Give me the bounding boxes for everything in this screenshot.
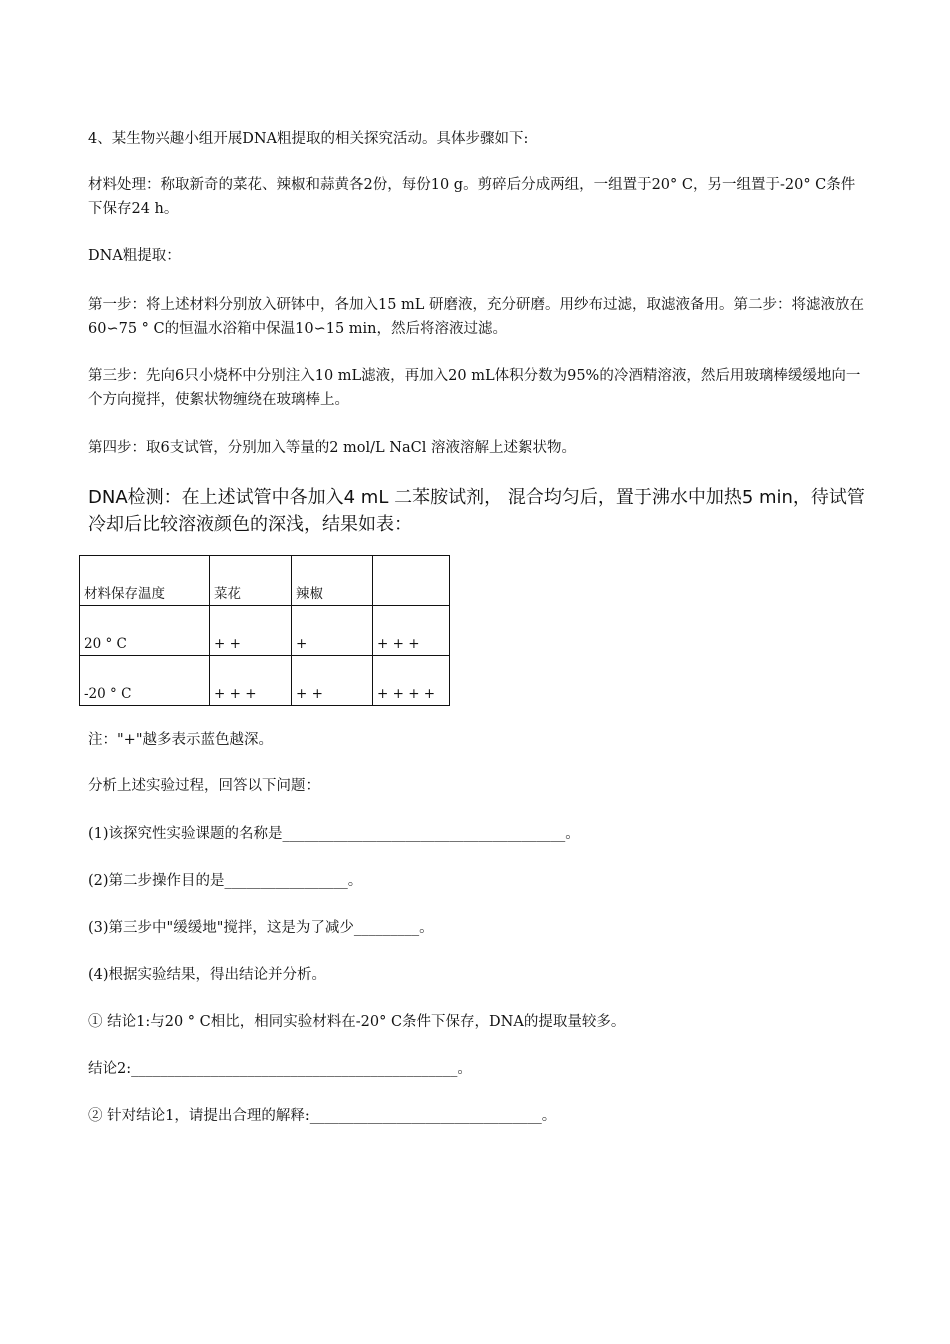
table-cell: + + +	[210, 656, 292, 706]
table-cell: -20 ° C	[80, 656, 210, 706]
table-cell: + + +	[373, 606, 450, 656]
analysis-prompt: 分析上述实验过程，回答以下问题：	[88, 778, 320, 794]
explanation-prompt: ② 针对结论1，请提出合理的解释:________________________________。	[88, 1108, 557, 1124]
question-4: (4)根据实验结果，得出结论并分析。	[88, 967, 327, 983]
table-cell: 20 ° C	[80, 606, 210, 656]
table-note: 注："+"越多表示蓝色越深。	[88, 732, 273, 748]
conclusion-1: ① 结论1:与20 ° C相比，相同实验材料在-20° C条件下保存，DNA的提取量较多。	[88, 1014, 626, 1030]
table-header-cell: 材料保存温度	[80, 556, 210, 606]
results-table	[79, 555, 450, 706]
question-3: (3)第三步中"缓缓地"搅拌，这是为了减少_________。	[88, 920, 434, 936]
question-intro: 4、某生物兴趣小组开展DNA粗提取的相关探究活动。具体步骤如下:	[88, 131, 529, 147]
table-cell: + +	[292, 656, 373, 706]
dna-extract-title: DNA粗提取：	[88, 248, 181, 264]
conclusion-2: 结论2:_____________________________________________。	[88, 1061, 472, 1077]
question-1: (1)该探究性实验课题的名称是_______________________________________。	[88, 826, 580, 842]
table-header-cell	[373, 556, 450, 606]
question-2: (2)第二步操作目的是_________________。	[88, 873, 363, 889]
step-1-2-paragraph: 第一步：将上述材料分别放入研钵中，各加入15 mL 研磨液，充分研磨。用纱布过滤，取滤液备用。第二步：将滤液放在60∽75 ° C的恒温水浴箱中保温10∽15 min，然后将溶液过滤。	[88, 297, 865, 337]
step-3-paragraph: 第三步：先向6只小烧杯中分别注入10 mL滤液，再加入20 mL体积分数为95%的冷酒精溶液，然后用玻璃棒缓缓地向一个方向搅拌，使絮状物缠绕在玻璃棒上。	[88, 368, 861, 408]
table-cell: + + + +	[373, 656, 450, 706]
table-cell: +	[292, 606, 373, 656]
table-header-cell: 菜花	[210, 556, 292, 606]
table-cell: + +	[210, 606, 292, 656]
table-header-cell: 辣椒	[292, 556, 373, 606]
table-row	[80, 606, 450, 656]
table-row	[80, 656, 450, 706]
step-4-paragraph: 第四步：取6支试管，分别加入等量的2 mol/L NaCl 溶液溶解上述絮状物。	[88, 440, 576, 456]
detection-paragraph: DNA检测：在上述试管中各加入4 mL 二苯胺试剂， 混合均匀后，置于沸水中加热5 min，待试管冷却后比较溶液颜色的深浅，结果如表：	[88, 487, 865, 535]
table-header-row	[80, 556, 450, 606]
material-paragraph: 材料处理：称取新奇的菜花、辣椒和蒜黄各2份，每份10 g。剪碎后分成两组，一组置于20° C，另一组置于-20° C条件下保存24 h。	[88, 177, 856, 217]
